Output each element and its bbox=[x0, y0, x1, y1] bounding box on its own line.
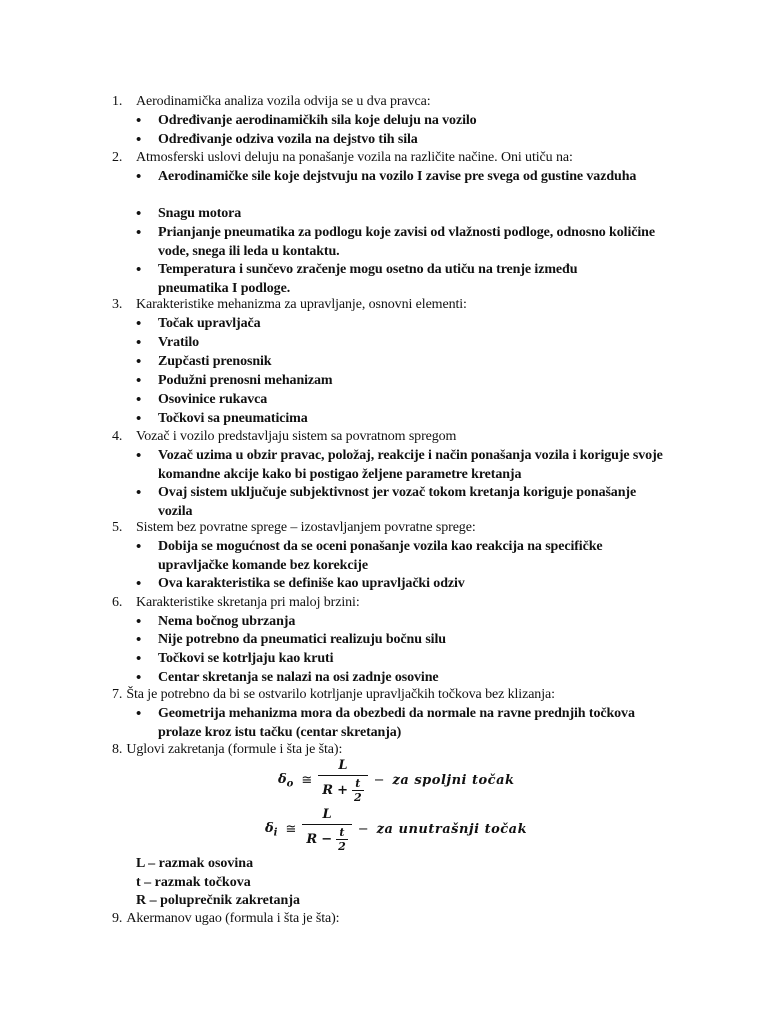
formula-definitions bbox=[136, 855, 300, 911]
list-item bbox=[136, 391, 696, 410]
bullet-text: Ovaj sistem uključuje subjektivnost jer vozač tokom kretanja koriguje ponašanje vozila bbox=[158, 485, 637, 519]
bullet-icon: • bbox=[136, 670, 142, 686]
list-item bbox=[136, 575, 696, 594]
list-item bbox=[136, 410, 696, 429]
list-item bbox=[136, 261, 646, 298]
bullet-icon: • bbox=[136, 411, 142, 427]
formula-note: za spoljni točak bbox=[392, 773, 515, 788]
bullet-text: Podužni prenosni mehanizam bbox=[158, 373, 333, 388]
definition-line: R – poluprečnik zakretanja bbox=[136, 893, 300, 908]
bullet-text: Nije potrebno da pneumatici realizuju bočnu silu bbox=[158, 632, 446, 647]
list-item bbox=[136, 650, 696, 669]
item-number: 3. bbox=[112, 297, 123, 312]
formula-fraction bbox=[318, 758, 367, 803]
denominator: R − $\frac{t}{2}$ bbox=[302, 824, 351, 852]
bullet-text: Aerodinamičke sile koje dejstvuju na vozilo I zavise pre svega od gustine vazduha bbox=[158, 169, 637, 184]
formula-inner-wheel bbox=[265, 807, 527, 852]
bullet-text: Geometrija mehanizma mora da obezbedi da normale na ravne prednjih točkova prolaze kroz istu tačku (centar skretanja) bbox=[158, 706, 635, 740]
item-number: 7. bbox=[112, 687, 123, 702]
formula-outer-wheel bbox=[278, 758, 515, 803]
list-item bbox=[136, 705, 646, 742]
list-item bbox=[136, 447, 681, 484]
item-8-heading bbox=[112, 741, 752, 759]
item-6-heading bbox=[112, 594, 752, 612]
bullet-text: Osovinice rukavca bbox=[158, 392, 268, 407]
item-title: Sistem bez povratne sprege – izostavljanjem povratne sprege: bbox=[136, 520, 476, 535]
bullet-text: Točkovi sa pneumaticima bbox=[158, 411, 308, 426]
bullet-text: Određivanje aerodinamičkih sila koje deluju na vozilo bbox=[158, 113, 477, 128]
item-5-heading bbox=[112, 519, 752, 537]
list-item bbox=[136, 538, 666, 575]
bullet-icon: • bbox=[136, 132, 142, 148]
list-item bbox=[136, 224, 656, 261]
list-item bbox=[136, 353, 696, 372]
bullet-text: Vozač uzima u obzir pravac, položaj, reakcije i način ponašanja vozila i koriguje svoje komandne akcije kako bi postigao željene parametre kretanja bbox=[158, 448, 663, 482]
list-item bbox=[136, 112, 696, 131]
list-item bbox=[136, 205, 696, 224]
item-number: 2. bbox=[112, 150, 123, 165]
bullet-icon: • bbox=[136, 262, 142, 278]
definition-line: L – razmak osovina bbox=[136, 856, 254, 871]
bullet-text: Temperatura i sunčevo zračenje mogu osetno da utiču na trenje između pneumatika I podloge. bbox=[158, 262, 578, 296]
bullet-text: Točak upravljača bbox=[158, 316, 261, 331]
bullet-icon: • bbox=[136, 206, 142, 222]
bullet-icon: • bbox=[136, 335, 142, 351]
numerator: L bbox=[322, 807, 332, 822]
numerator: L bbox=[338, 758, 348, 773]
bullet-icon: • bbox=[136, 448, 142, 464]
list-item bbox=[136, 372, 696, 391]
item-1-heading bbox=[112, 93, 752, 111]
item-number: 4. bbox=[112, 429, 123, 444]
formula-lhs: $\delta_i$ bbox=[265, 820, 278, 839]
item-number: 6. bbox=[112, 595, 123, 610]
bullet-icon: • bbox=[136, 316, 142, 332]
bullet-icon: • bbox=[136, 706, 142, 722]
item-title: Atmosferski uslovi deluju na ponašanje vozila na različite načine. Oni utiču na: bbox=[136, 150, 573, 165]
bullet-icon: • bbox=[136, 354, 142, 370]
list-item bbox=[136, 315, 696, 334]
bullet-icon: • bbox=[136, 539, 142, 555]
item-title: Karakteristike mehanizma za upravljanje, osnovni elementi: bbox=[136, 297, 467, 312]
approx-symbol: ≅ bbox=[301, 773, 313, 788]
list-item bbox=[136, 168, 656, 187]
item-9-heading bbox=[112, 910, 752, 928]
bullet-icon: • bbox=[136, 576, 142, 592]
bullet-text: Prianjanje pneumatika za podlogu koje zavisi od vlažnosti podloge, odnosno količine vode, snega ili leda u kontaktu. bbox=[158, 225, 655, 259]
formula-fraction bbox=[302, 807, 351, 852]
minus-symbol: − bbox=[373, 773, 385, 788]
bullet-text: Točkovi se kotrljaju kao kruti bbox=[158, 651, 334, 666]
item-title: Šta je potrebno da bi se ostvarilo kotrljanje upravljačkih točkova bez klizanja: bbox=[126, 687, 555, 702]
bullet-text: Određivanje odziva vozila na dejstvo tih sila bbox=[158, 132, 418, 147]
item-title: Aerodinamička analiza vozila odvija se u dva pravca: bbox=[136, 94, 431, 109]
bullet-icon: • bbox=[136, 392, 142, 408]
item-title: Uglovi zakretanja (formule i šta je šta): bbox=[126, 742, 343, 757]
bullet-text: Snagu motora bbox=[158, 206, 242, 221]
list-item bbox=[136, 334, 696, 353]
item-number: 1. bbox=[112, 94, 123, 109]
bullet-icon: • bbox=[136, 373, 142, 389]
bullet-text: Nema bočnog ubrzanja bbox=[158, 614, 296, 629]
item-number: 9. bbox=[112, 911, 123, 926]
list-item bbox=[136, 613, 696, 632]
denominator: R + $\frac{t}{2}$ bbox=[318, 775, 367, 803]
bullet-text: Zupčasti prenosnik bbox=[158, 354, 272, 369]
item-title: Vozač i vozilo predstavljaju sistem sa povratnom spregom bbox=[136, 429, 457, 444]
item-7-heading bbox=[112, 686, 752, 704]
item-number: 5. bbox=[112, 520, 123, 535]
bullet-text: Ova karakteristika se definiše kao upravljački odziv bbox=[158, 576, 465, 591]
list-item bbox=[136, 669, 696, 688]
bullet-icon: • bbox=[136, 632, 142, 648]
item-4-heading bbox=[112, 428, 752, 446]
item-2-heading bbox=[112, 149, 752, 167]
bullet-icon: • bbox=[136, 614, 142, 630]
item-3-heading bbox=[112, 296, 752, 314]
bullet-icon: • bbox=[136, 113, 142, 129]
item-number: 8. bbox=[112, 742, 123, 757]
formula-note: za unutrašnji točak bbox=[376, 822, 528, 837]
bullet-text: Dobija se mogućnost da se oceni ponašanje vozila kao reakcija na specifičke upravljačke komande bez korekcije bbox=[158, 539, 603, 573]
bullet-icon: • bbox=[136, 485, 142, 501]
bullet-icon: • bbox=[136, 651, 142, 667]
bullet-text: Vratilo bbox=[158, 335, 200, 350]
bullet-icon: • bbox=[136, 169, 142, 185]
minus-symbol: − bbox=[357, 822, 369, 837]
list-item bbox=[136, 484, 646, 521]
approx-symbol: ≅ bbox=[285, 822, 297, 837]
item-title: Akermanov ugao (formula i šta je šta): bbox=[126, 911, 340, 926]
definition-line: t – razmak točkova bbox=[136, 874, 251, 890]
formula-lhs: $\delta_o$ bbox=[278, 771, 294, 790]
list-item bbox=[136, 131, 696, 150]
bullet-text: Centar skretanja se nalazi na osi zadnje osovine bbox=[158, 670, 439, 685]
bullet-icon: • bbox=[136, 225, 142, 241]
item-title: Karakteristike skretanja pri maloj brzini: bbox=[136, 595, 360, 610]
list-item bbox=[136, 631, 696, 650]
